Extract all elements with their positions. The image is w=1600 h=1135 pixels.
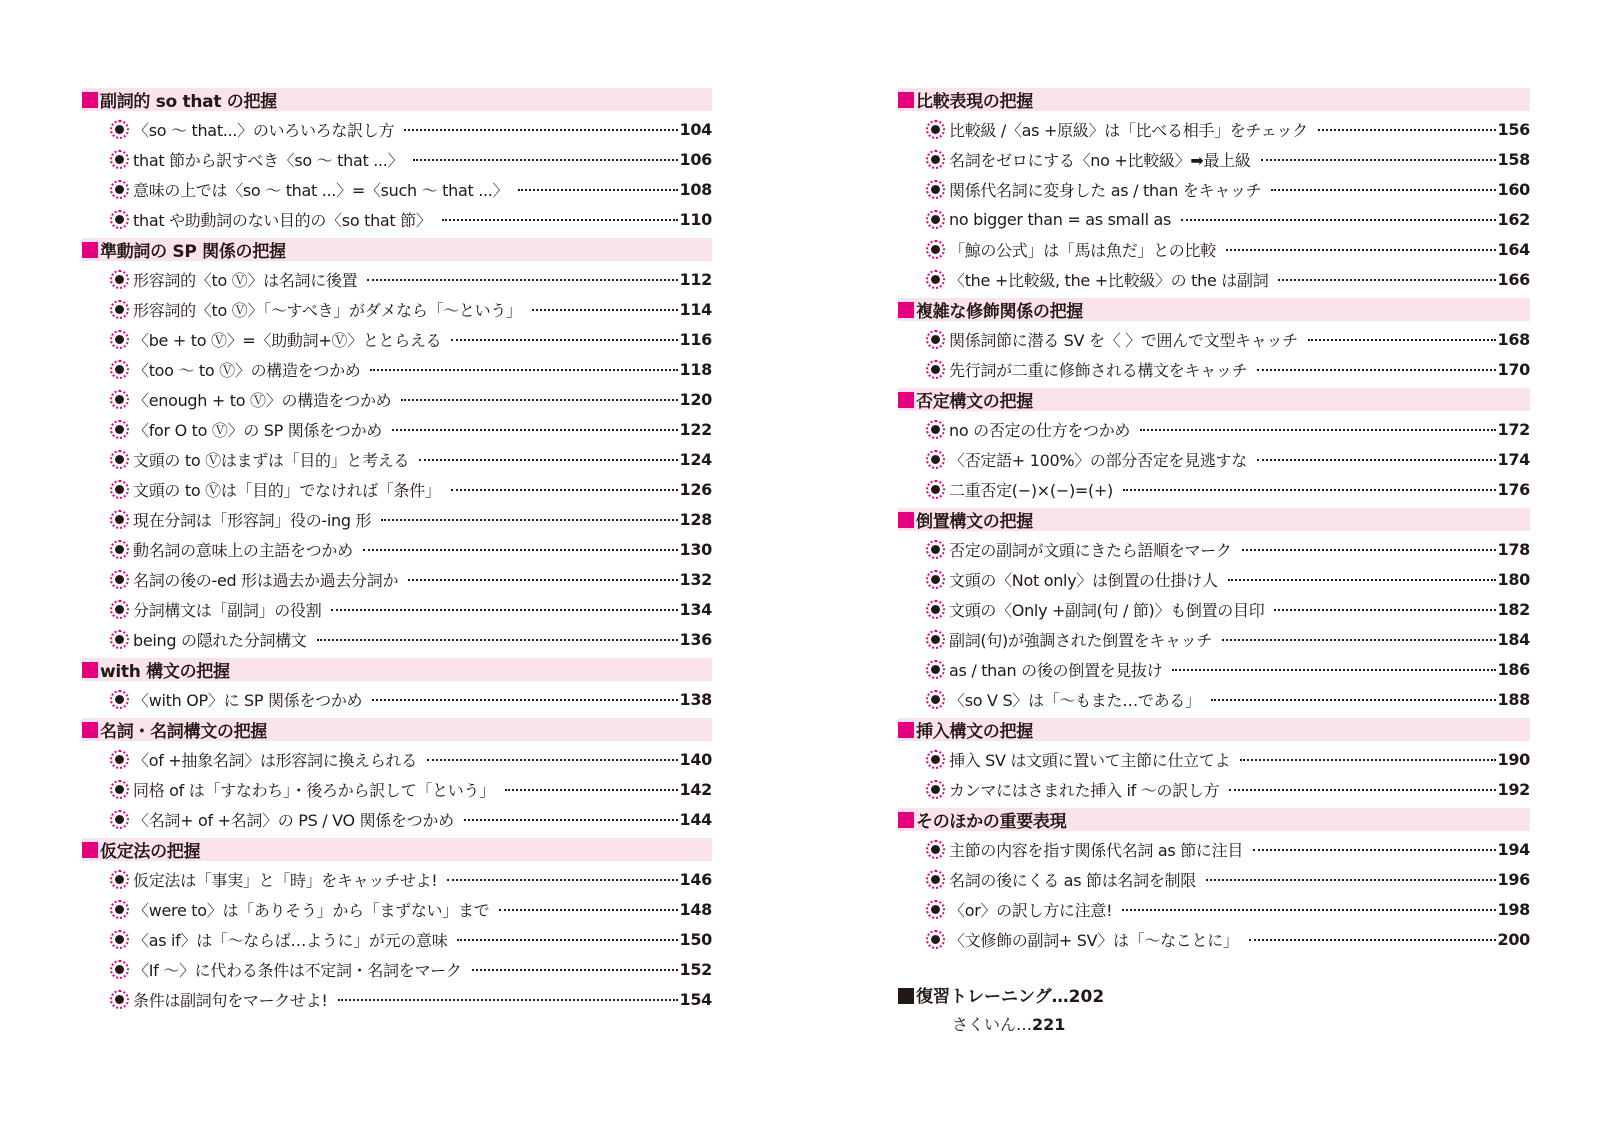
left-column [82, 88, 712, 1018]
entry-title: 文頭の〈Only +副詞(句 / 節)〉も倒置の目印 [949, 601, 1265, 620]
entry-page-number: 126 [679, 480, 712, 499]
right-column [898, 88, 1530, 958]
lesson-number-icon [926, 870, 945, 889]
section-title: 挿入構文の把握 [916, 722, 1033, 742]
lesson-number-icon [110, 960, 129, 979]
dot-leader [1222, 639, 1495, 641]
entry-title: 先行詞が二重に修飾される構文をキャッチ [949, 361, 1248, 380]
entry-title: 現在分詞は「形容詞」役の-ing 形 [133, 511, 372, 530]
entry-page-number: 182 [1497, 600, 1530, 619]
entry-page-number: 140 [679, 750, 712, 769]
toc-entry[interactable] [926, 358, 1530, 381]
toc-entry[interactable] [926, 268, 1530, 291]
dot-leader [532, 309, 678, 311]
lesson-number-icon [110, 420, 129, 439]
toc-entry[interactable] [926, 418, 1530, 441]
entry-title: 意味の上では〈so 〜 that ...〉=〈such 〜 that ...〉 [133, 181, 509, 200]
toc-entry[interactable] [110, 508, 712, 531]
entry-page-number: 130 [679, 540, 712, 559]
entry-page-number: 108 [679, 180, 712, 199]
entry-page-number: 148 [679, 900, 712, 919]
lesson-number-icon [110, 630, 129, 649]
toc-entry[interactable] [926, 898, 1530, 921]
entry-title: 文頭の to Ⓥはまずは「目的」と考える [133, 451, 410, 470]
toc-entry[interactable] [110, 208, 712, 231]
entry-page-number: 162 [1497, 210, 1530, 229]
entry-title: 〈enough + to Ⓥ〉の構造をつかめ [133, 391, 392, 410]
dot-leader [1308, 339, 1496, 341]
toc-entry[interactable] [926, 208, 1530, 231]
lesson-number-icon [110, 900, 129, 919]
entry-title: 副詞(句)が強調された倒置をキャッチ [949, 631, 1213, 650]
lesson-number-icon [110, 450, 129, 469]
square-bullet-icon [898, 722, 914, 738]
entry-title: no bigger than = as small as [949, 210, 1172, 229]
section-title: 名詞・名詞構文の把握 [100, 722, 267, 742]
entry-title: 〈so V S〉は「〜もまた…である」 [949, 691, 1201, 710]
dot-leader [317, 639, 678, 641]
toc-entry[interactable] [110, 628, 712, 651]
index-entry[interactable] [952, 1012, 1065, 1035]
entry-page-number: 112 [679, 270, 712, 289]
toc-entry[interactable] [110, 328, 712, 351]
entry-page-number: 186 [1497, 660, 1530, 679]
lesson-number-icon [110, 930, 129, 949]
dot-leader [1257, 459, 1496, 461]
toc-entry[interactable] [110, 598, 712, 621]
section-title: 倒置構文の把握 [916, 512, 1033, 532]
toc-entry[interactable] [110, 268, 712, 291]
entry-title: 否定の副詞が文頭にきたら語順をマーク [949, 541, 1232, 560]
square-bullet-icon [82, 662, 98, 678]
toc-entry[interactable] [926, 688, 1530, 711]
lesson-number-icon [926, 210, 945, 229]
toc-entry[interactable] [926, 478, 1530, 501]
lesson-number-icon [110, 180, 129, 199]
lesson-number-icon [110, 330, 129, 349]
lesson-number-icon [926, 630, 945, 649]
entry-page-number: 180 [1497, 570, 1530, 589]
lesson-number-icon [110, 810, 129, 829]
section-header [898, 388, 1530, 411]
entry-title: 文頭の〈Not only〉は倒置の仕掛け人 [949, 571, 1218, 590]
lesson-number-icon [926, 690, 945, 709]
dot-leader [1274, 609, 1495, 611]
entry-title: 〈with OP〉に SP 関係をつかめ [133, 691, 363, 710]
entry-title: 形容詞的〈to Ⓥ〉「〜すべき」がダメなら「〜という」 [133, 301, 522, 320]
dot-leader [1226, 249, 1496, 251]
entry-page-number: 168 [1497, 330, 1530, 349]
lesson-number-icon [110, 780, 129, 799]
lesson-number-icon [926, 900, 945, 919]
dot-leader [518, 189, 677, 191]
entry-title: 〈were to〉は「ありそう」から「まずない」まで [133, 901, 490, 920]
toc-entry[interactable] [926, 598, 1530, 621]
entry-page-number: 114 [679, 300, 712, 319]
entry-title: 文頭の to Ⓥは「目的」でなければ「条件」 [133, 481, 441, 500]
toc-entry[interactable] [926, 748, 1530, 771]
entry-title: 〈If 〜〉に代わる条件は不定詞・名詞をマーク [133, 961, 462, 980]
dot-leader [447, 879, 677, 881]
toc-entry[interactable] [110, 988, 712, 1011]
section-title: そのほかの重要表現 [916, 812, 1067, 832]
review-training-entry[interactable] [898, 982, 1104, 1007]
entry-page-number: 122 [679, 420, 712, 439]
entry-page-number: 124 [679, 450, 712, 469]
entry-title: 名詞をゼロにする〈no +比較級〉➡最上級 [949, 151, 1251, 170]
entry-page-number: 146 [679, 870, 712, 889]
entry-page-number: 188 [1497, 690, 1530, 709]
lesson-number-icon [926, 420, 945, 439]
toc-entry[interactable] [110, 748, 712, 771]
toc-entry[interactable] [926, 658, 1530, 681]
entry-title: 動名詞の意味上の主語をつかめ [133, 541, 353, 560]
lesson-number-icon [110, 990, 129, 1009]
entry-title: 比較級 /〈as +原級〉は「比べる相手」をチェック [949, 121, 1308, 140]
entry-page-number: 136 [679, 630, 712, 649]
lesson-number-icon [926, 840, 945, 859]
entry-page-number: 176 [1497, 480, 1530, 499]
section-title: with 構文の把握 [100, 662, 230, 682]
dot-leader [427, 759, 678, 761]
section-title: 副詞的 so that の把握 [100, 92, 277, 112]
lesson-number-icon [110, 690, 129, 709]
toc-entry[interactable] [926, 628, 1530, 651]
toc-entry[interactable] [110, 568, 712, 591]
lesson-number-icon [926, 660, 945, 679]
lesson-number-icon [926, 930, 945, 949]
toc-entry[interactable] [926, 118, 1530, 141]
dot-leader [464, 819, 678, 821]
dot-leader [457, 939, 677, 941]
dot-leader [1257, 369, 1495, 371]
section-header [82, 658, 712, 681]
toc-entry[interactable] [110, 148, 712, 171]
dot-leader [442, 219, 678, 221]
lesson-number-icon [926, 450, 945, 469]
entry-page-number: 200 [1497, 930, 1530, 949]
toc-entry[interactable] [110, 538, 712, 561]
entry-title: 形容詞的〈to Ⓥ〉は名詞に後置 [133, 271, 358, 290]
square-bullet-icon [82, 722, 98, 738]
entry-title: 〈the +比較級, the +比較級〉の the は副詞 [949, 271, 1269, 290]
toc-entry[interactable] [110, 898, 712, 921]
entry-page-number: 144 [679, 810, 712, 829]
entry-page-number: 196 [1497, 870, 1530, 889]
entry-page-number: 166 [1497, 270, 1530, 289]
toc-entry[interactable] [110, 178, 712, 201]
entry-title: 〈be + to Ⓥ〉=〈助動詞+Ⓥ〉ととらえる [133, 331, 442, 350]
toc-entry[interactable] [110, 808, 712, 831]
lesson-number-icon [110, 120, 129, 139]
entry-page-number: 128 [679, 510, 712, 529]
entry-title: that や助動詞のない目的の〈so that 節〉 [133, 211, 432, 230]
square-bullet-icon [898, 988, 914, 1004]
entry-title: 〈as if〉は「〜ならば…ように」が元の意味 [133, 931, 448, 950]
entry-title: カンマにはさまれた挿入 if 〜の訳し方 [949, 781, 1220, 800]
entry-page-number: 110 [679, 210, 712, 229]
dot-leader [1261, 159, 1496, 161]
lesson-number-icon [110, 480, 129, 499]
square-bullet-icon [82, 242, 98, 258]
entry-title: 〈文修飾の副詞+ SV〉は「〜なことに」 [949, 931, 1239, 950]
lesson-number-icon [110, 750, 129, 769]
dot-leader [1318, 129, 1496, 131]
toc-entry[interactable] [926, 538, 1530, 561]
toc-entry[interactable] [926, 148, 1530, 171]
dot-leader [1242, 549, 1496, 551]
toc-entry[interactable] [110, 868, 712, 891]
dot-leader [381, 519, 677, 521]
section-header [82, 718, 712, 741]
entry-title: 分詞構文は「副詞」の役割 [133, 601, 322, 620]
dot-leader [1278, 279, 1495, 281]
dot-leader [1181, 219, 1495, 221]
section-header [898, 88, 1530, 111]
lesson-number-icon [926, 120, 945, 139]
toc-entry[interactable] [110, 388, 712, 411]
entry-title: 「鯨の公式」は「馬は魚だ」との比較 [949, 241, 1216, 260]
entry-title: being の隠れた分詞構文 [133, 631, 307, 650]
toc-entry[interactable] [110, 418, 712, 441]
entry-page-number: 106 [679, 150, 712, 169]
entry-title: that 節から訳すべき〈so 〜 that ...〉 [133, 151, 404, 170]
index-page: 221 [1032, 1015, 1066, 1034]
entry-page-number: 194 [1497, 840, 1530, 859]
toc-entry[interactable] [110, 118, 712, 141]
toc-entry[interactable] [110, 448, 712, 471]
lesson-number-icon [110, 270, 129, 289]
dot-leader [392, 429, 678, 431]
entry-title: 主節の内容を指す関係代名詞 as 節に注目 [949, 841, 1244, 860]
entry-page-number: 170 [1497, 360, 1530, 379]
toc-entry[interactable] [926, 328, 1530, 351]
lesson-number-icon [926, 780, 945, 799]
entry-title: 〈or〉の訳し方に注意! [949, 901, 1113, 920]
square-bullet-icon [898, 392, 914, 408]
entry-page-number: 134 [679, 600, 712, 619]
toc-entry[interactable] [110, 928, 712, 951]
dot-leader [1249, 939, 1496, 941]
lesson-number-icon [926, 150, 945, 169]
entry-page-number: 184 [1497, 630, 1530, 649]
lesson-number-icon [926, 600, 945, 619]
section-header [898, 298, 1530, 321]
dot-leader [1271, 189, 1495, 191]
entry-page-number: 172 [1497, 420, 1530, 439]
lesson-number-icon [926, 330, 945, 349]
lesson-number-icon [110, 390, 129, 409]
section-header [82, 838, 712, 861]
dot-leader [363, 549, 678, 551]
entry-title: 同格 of は「すなわち」・後ろから訳して「という」 [133, 781, 495, 800]
dot-leader [413, 159, 677, 161]
lesson-number-icon [926, 480, 945, 499]
entry-title: 〈否定語+ 100%〉の部分否定を見逃すな [949, 451, 1247, 470]
entry-page-number: 116 [679, 330, 712, 349]
review-training-label: 復習トレーニング… [916, 987, 1069, 1007]
entry-title: 挿入 SV は文頭に置いて主節に仕立てよ [949, 751, 1231, 770]
dot-leader [338, 999, 678, 1001]
lesson-number-icon [926, 180, 945, 199]
dot-leader [404, 129, 677, 131]
dot-leader [1211, 699, 1496, 701]
entry-title: 二重否定(−)×(−)=(+) [949, 481, 1113, 500]
lesson-number-icon [110, 600, 129, 619]
section-header [898, 508, 1530, 531]
lesson-number-icon [110, 570, 129, 589]
entry-page-number: 120 [679, 390, 712, 409]
toc-entry[interactable] [110, 358, 712, 381]
toc-entry[interactable] [110, 298, 712, 321]
entry-page-number: 152 [679, 960, 712, 979]
dot-leader [1228, 579, 1496, 581]
dot-leader [451, 339, 677, 341]
lesson-number-icon [110, 210, 129, 229]
entry-page-number: 174 [1497, 450, 1530, 469]
toc-entry[interactable] [926, 838, 1530, 861]
dot-leader [1240, 759, 1495, 761]
toc-entry[interactable] [110, 478, 712, 501]
square-bullet-icon [898, 92, 914, 108]
dot-leader [1172, 669, 1495, 671]
entry-page-number: 154 [679, 990, 712, 1009]
entry-page-number: 164 [1497, 240, 1530, 259]
square-bullet-icon [82, 842, 98, 858]
lesson-number-icon [110, 870, 129, 889]
entry-page-number: 104 [679, 120, 712, 139]
toc-entry[interactable] [110, 958, 712, 981]
entry-page-number: 178 [1497, 540, 1530, 559]
entry-title: 関係詞節に潜る SV を〈 〉で囲んで文型キャッチ [949, 331, 1298, 350]
toc-entry[interactable] [926, 238, 1530, 261]
toc-entry[interactable] [926, 778, 1530, 801]
entry-title: 仮定法は「事実」と「時」をキャッチせよ! [133, 871, 438, 890]
lesson-number-icon [926, 750, 945, 769]
review-training-page: 202 [1068, 987, 1105, 1007]
section-title: 複雑な修飾関係の把握 [916, 302, 1083, 322]
entry-title: 条件は副詞句をマークせよ! [133, 991, 328, 1010]
entry-page-number: 132 [679, 570, 712, 589]
dot-leader [1123, 489, 1496, 491]
toc-entry[interactable] [110, 778, 712, 801]
dot-leader [505, 789, 678, 791]
entry-title: 関係代名詞に変身した as / than をキャッチ [949, 181, 1262, 200]
entry-title: 〈名詞+ of +名詞〉の PS / VO 関係をつかめ [133, 811, 454, 830]
toc-entry[interactable] [926, 928, 1530, 951]
entry-page-number: 160 [1497, 180, 1530, 199]
entry-page-number: 118 [679, 360, 712, 379]
dot-leader [1229, 789, 1495, 791]
dot-leader [1122, 909, 1495, 911]
dot-leader [1206, 879, 1496, 881]
entry-title: 〈too 〜 to Ⓥ〉の構造をつかめ [133, 361, 361, 380]
lesson-number-icon [110, 300, 129, 319]
section-header [898, 808, 1530, 831]
section-title: 否定構文の把握 [916, 392, 1033, 412]
dot-leader [370, 369, 677, 371]
dot-leader [419, 459, 677, 461]
dot-leader [451, 489, 678, 491]
entry-title: 〈of +抽象名詞〉は形容詞に換えられる [133, 751, 417, 770]
index-label: さくいん… [952, 1015, 1033, 1034]
toc-entry[interactable] [926, 868, 1530, 891]
entry-page-number: 138 [679, 690, 712, 709]
lesson-number-icon [926, 270, 945, 289]
lesson-number-icon [110, 150, 129, 169]
lesson-number-icon [110, 540, 129, 559]
toc-entry[interactable] [110, 688, 712, 711]
dot-leader [1140, 429, 1495, 431]
section-header [82, 238, 712, 261]
entry-page-number: 198 [1497, 900, 1530, 919]
dot-leader [401, 399, 677, 401]
dot-leader [472, 969, 678, 971]
section-title: 仮定法の把握 [100, 842, 201, 862]
entry-title: as / than の後の倒置を見抜け [949, 661, 1163, 680]
entry-page-number: 150 [679, 930, 712, 949]
entry-title: 名詞の後にくる as 節は名詞を制限 [949, 871, 1196, 890]
toc-entry[interactable] [926, 178, 1530, 201]
square-bullet-icon [898, 812, 914, 828]
entry-page-number: 190 [1497, 750, 1530, 769]
dot-leader [331, 609, 677, 611]
dot-leader [1253, 849, 1495, 851]
lesson-number-icon [926, 360, 945, 379]
entry-page-number: 192 [1497, 780, 1530, 799]
dot-leader [372, 699, 677, 701]
square-bullet-icon [898, 302, 914, 318]
section-header [82, 88, 712, 111]
entry-page-number: 142 [679, 780, 712, 799]
section-title: 準動詞の SP 関係の把握 [100, 242, 286, 262]
entry-title: no の否定の仕方をつかめ [949, 421, 1131, 440]
section-header [898, 718, 1530, 741]
lesson-number-icon [110, 510, 129, 529]
square-bullet-icon [898, 512, 914, 528]
toc-entry[interactable] [926, 448, 1530, 471]
entry-page-number: 158 [1497, 150, 1530, 169]
dot-leader [499, 909, 677, 911]
square-bullet-icon [82, 92, 98, 108]
lesson-number-icon [926, 570, 945, 589]
lesson-number-icon [926, 240, 945, 259]
dot-leader [367, 279, 677, 281]
dot-leader [408, 579, 677, 581]
entry-title: 名詞の後の-ed 形は過去か過去分詞か [133, 571, 399, 590]
toc-entry[interactable] [926, 568, 1530, 591]
entry-page-number: 156 [1497, 120, 1530, 139]
section-title: 比較表現の把握 [916, 92, 1033, 112]
entry-title: 〈for O to Ⓥ〉の SP 関係をつかめ [133, 421, 382, 440]
entry-title: 〈so 〜 that...〉のいろいろな訳し方 [133, 121, 395, 140]
lesson-number-icon [110, 360, 129, 379]
lesson-number-icon [926, 540, 945, 559]
